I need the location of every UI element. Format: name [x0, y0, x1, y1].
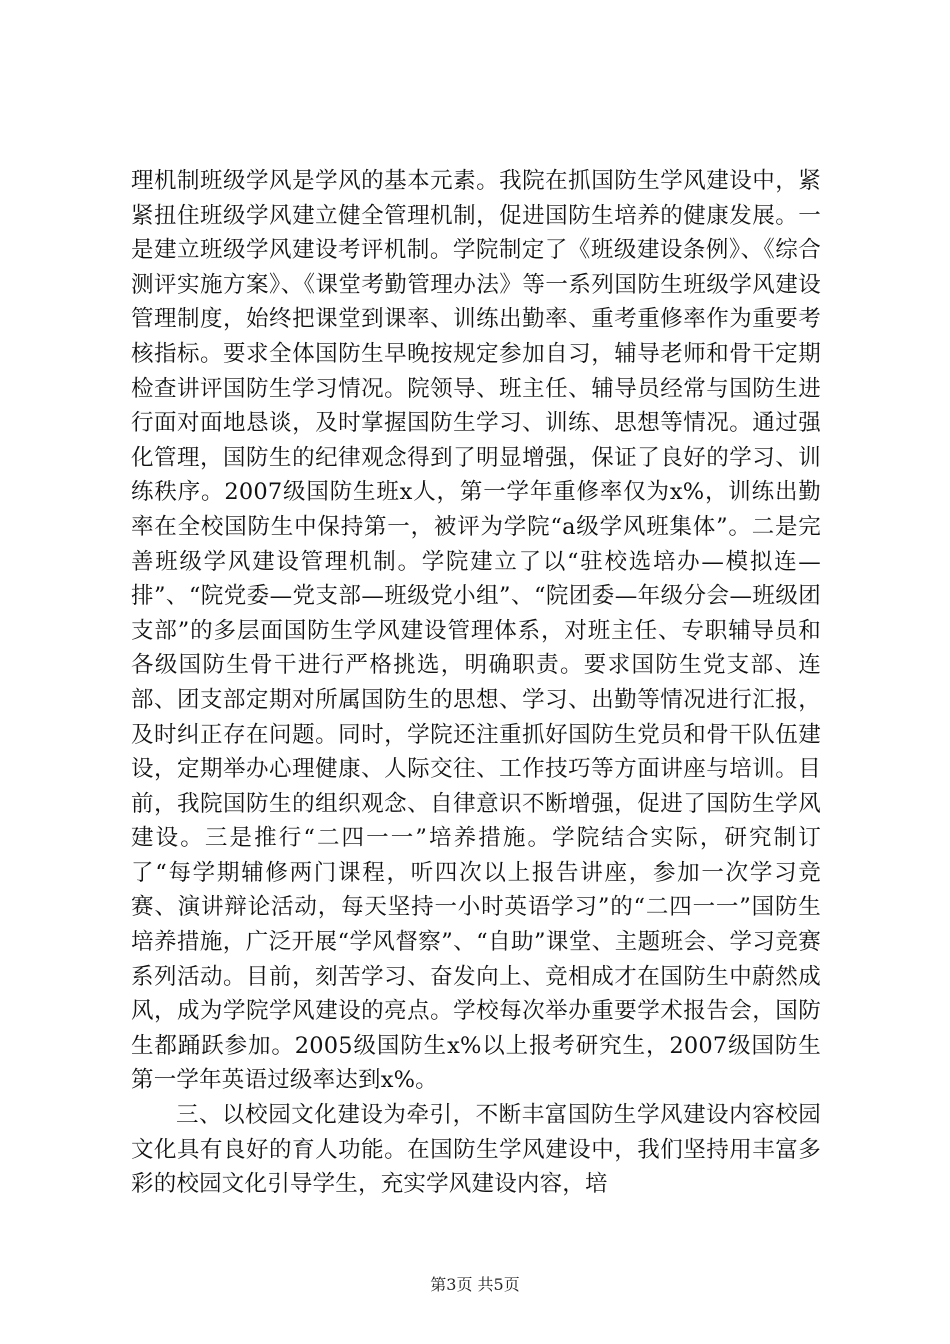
document-body [131, 164, 821, 1202]
page-footer: 第3页 共5页 [430, 1275, 520, 1294]
paragraph-1: 理机制班级学风是学风的基本元素。我院在抓国防生学风建设中，紧紧扭住班级学风建立健全管理机制，促进国防生培养的健康发展。一是建立班级学风建设考评机制。学院制定了《班级建设条例》、《综合测评实施方案》、《课堂考勤管理办法》等一系列国防生班级学风建设管理制度，始终把课堂到课率、训练出勤率、重考重修率作为重要考核指标。要求全体国防生早晚按规定参加自习，辅导老师和骨干定期检查讲评国防生学习情况。院领导、班主任、辅导员经常与国防生进行面对面地恳谈，及时掌握国防生学习、训练、思想等情况。通过强化管理，国防生的纪律观念得到了明显增强，保证了良好的学习、训练秩序。2007级国防生班x人，第一学年重修率仅为x%，训练出勤率在全校国防生中保持第一，被评为学院“a级学风班集体”。二是完善班级学风建设管理机制。学院建立了以“驻校选培办—模拟连—排”、“院党委—党支部—班级党小组”、“院团委—年级分会—班级团支部”的多层面国防生学风建设管理体系，对班主任、专职辅导员和各级国防生骨干进行严格挑选，明确职责。要求国防生党支部、连部、团支部定期对所属国防生的思想、学习、出勤等情况进行汇报，及时纠正存在问题。同时，学院还注重抓好国防生党员和骨干队伍建设，定期举办心理健康、人际交往、工作技巧等方面讲座与培训。目前，我院国防生的组织观念、自律意识不断增强，促进了国防生学风建设。三是推行“二四一一”培养措施。学院结合实际，研究制订了“每学期辅修两门课程，听四次以上报告讲座，参加一次学习竞赛、演讲辩论活动，每天坚持一小时英语学习”的“二四一一”国防生培养措施，广泛开展“学风督察”、“自助”课堂、主题班会、学习竞赛系列活动。目前，刻苦学习、奋发向上、竞相成才在国防生中蔚然成风，成为学院学风建设的亮点。学校每次举办重要学术报告会，国防生都踊跃参加。2005级国防生x%以上报考研究生，2007级国防生第一学年英语过级率达到x%。 [131, 168, 821, 1094]
paragraph-2: 三、以校园文化建设为牵引，不断丰富国防生学风建设内容校园文化具有良好的育人功能。在国防生学风建设中，我们坚持用丰富多彩的校园文化引导学生，充实学风建设内容，培 [131, 1102, 821, 1198]
